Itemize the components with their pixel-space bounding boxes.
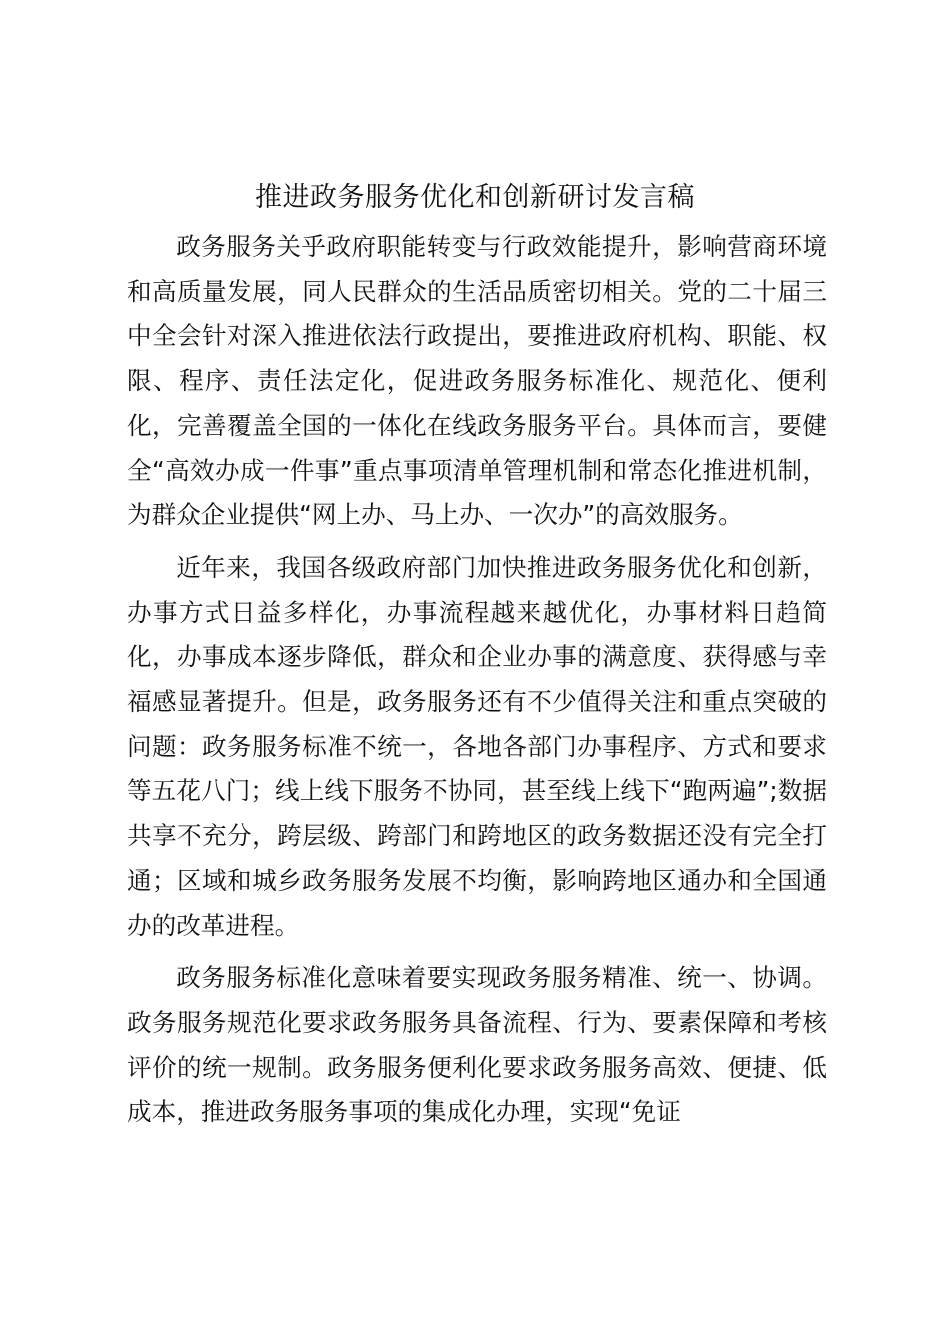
paragraph-3: 政务服务标准化意味着要实现政务服务精准、统一、协调。政务服务规范化要求政务服务具备流程、行为、要素保障和考核评价的统一规制。政务服务便利化要求政务服务高效、便捷、低成本，推进政务服务事项的集成化办理，实现“免证 — [127, 963, 827, 1127]
paragraph-2: 近年来，我国各级政府部门加快推进政务服务优化和创新，办事方式日益多样化，办事流程越来越优化，办事材料日趋简化，办事成本逐步降低，群众和企业办事的满意度、获得感与幸福感显著提升。但是，政务服务还有不少值得关注和重点突破的问题：政务服务标准不统一，各地各部门办事程序、方式和要求等五花八门；线上线下服务不协同，甚至线上线下“跑两遍”;数据共享不充分，跨层级、跨部门和跨地区的政务数据还没有完全打通；区域和城乡政务服务发展不均衡，影响跨地区通办和全国通办的改革进程。 — [127, 552, 827, 940]
document-body — [127, 225, 827, 1143]
paragraph-1: 政务服务关乎政府职能转变与行政效能提升，影响营商环境和高质量发展，同人民群众的生活品质密切相关。党的二十届三中全会针对深入推进依法行政提出，要推进政府机构、职能、权限、程序、责任法定化，促进政务服务标准化、规范化、便利化，完善覆盖全国的一体化在线政务服务平台。具体而言，要健全“高效办成一件事”重点事项清单管理机制和常态化推进机制，为群众企业提供“网上办、马上办、一次办”的高效服务。 — [127, 232, 827, 530]
document-title: 推进政务服务优化和创新研讨发言稿 — [255, 182, 695, 213]
